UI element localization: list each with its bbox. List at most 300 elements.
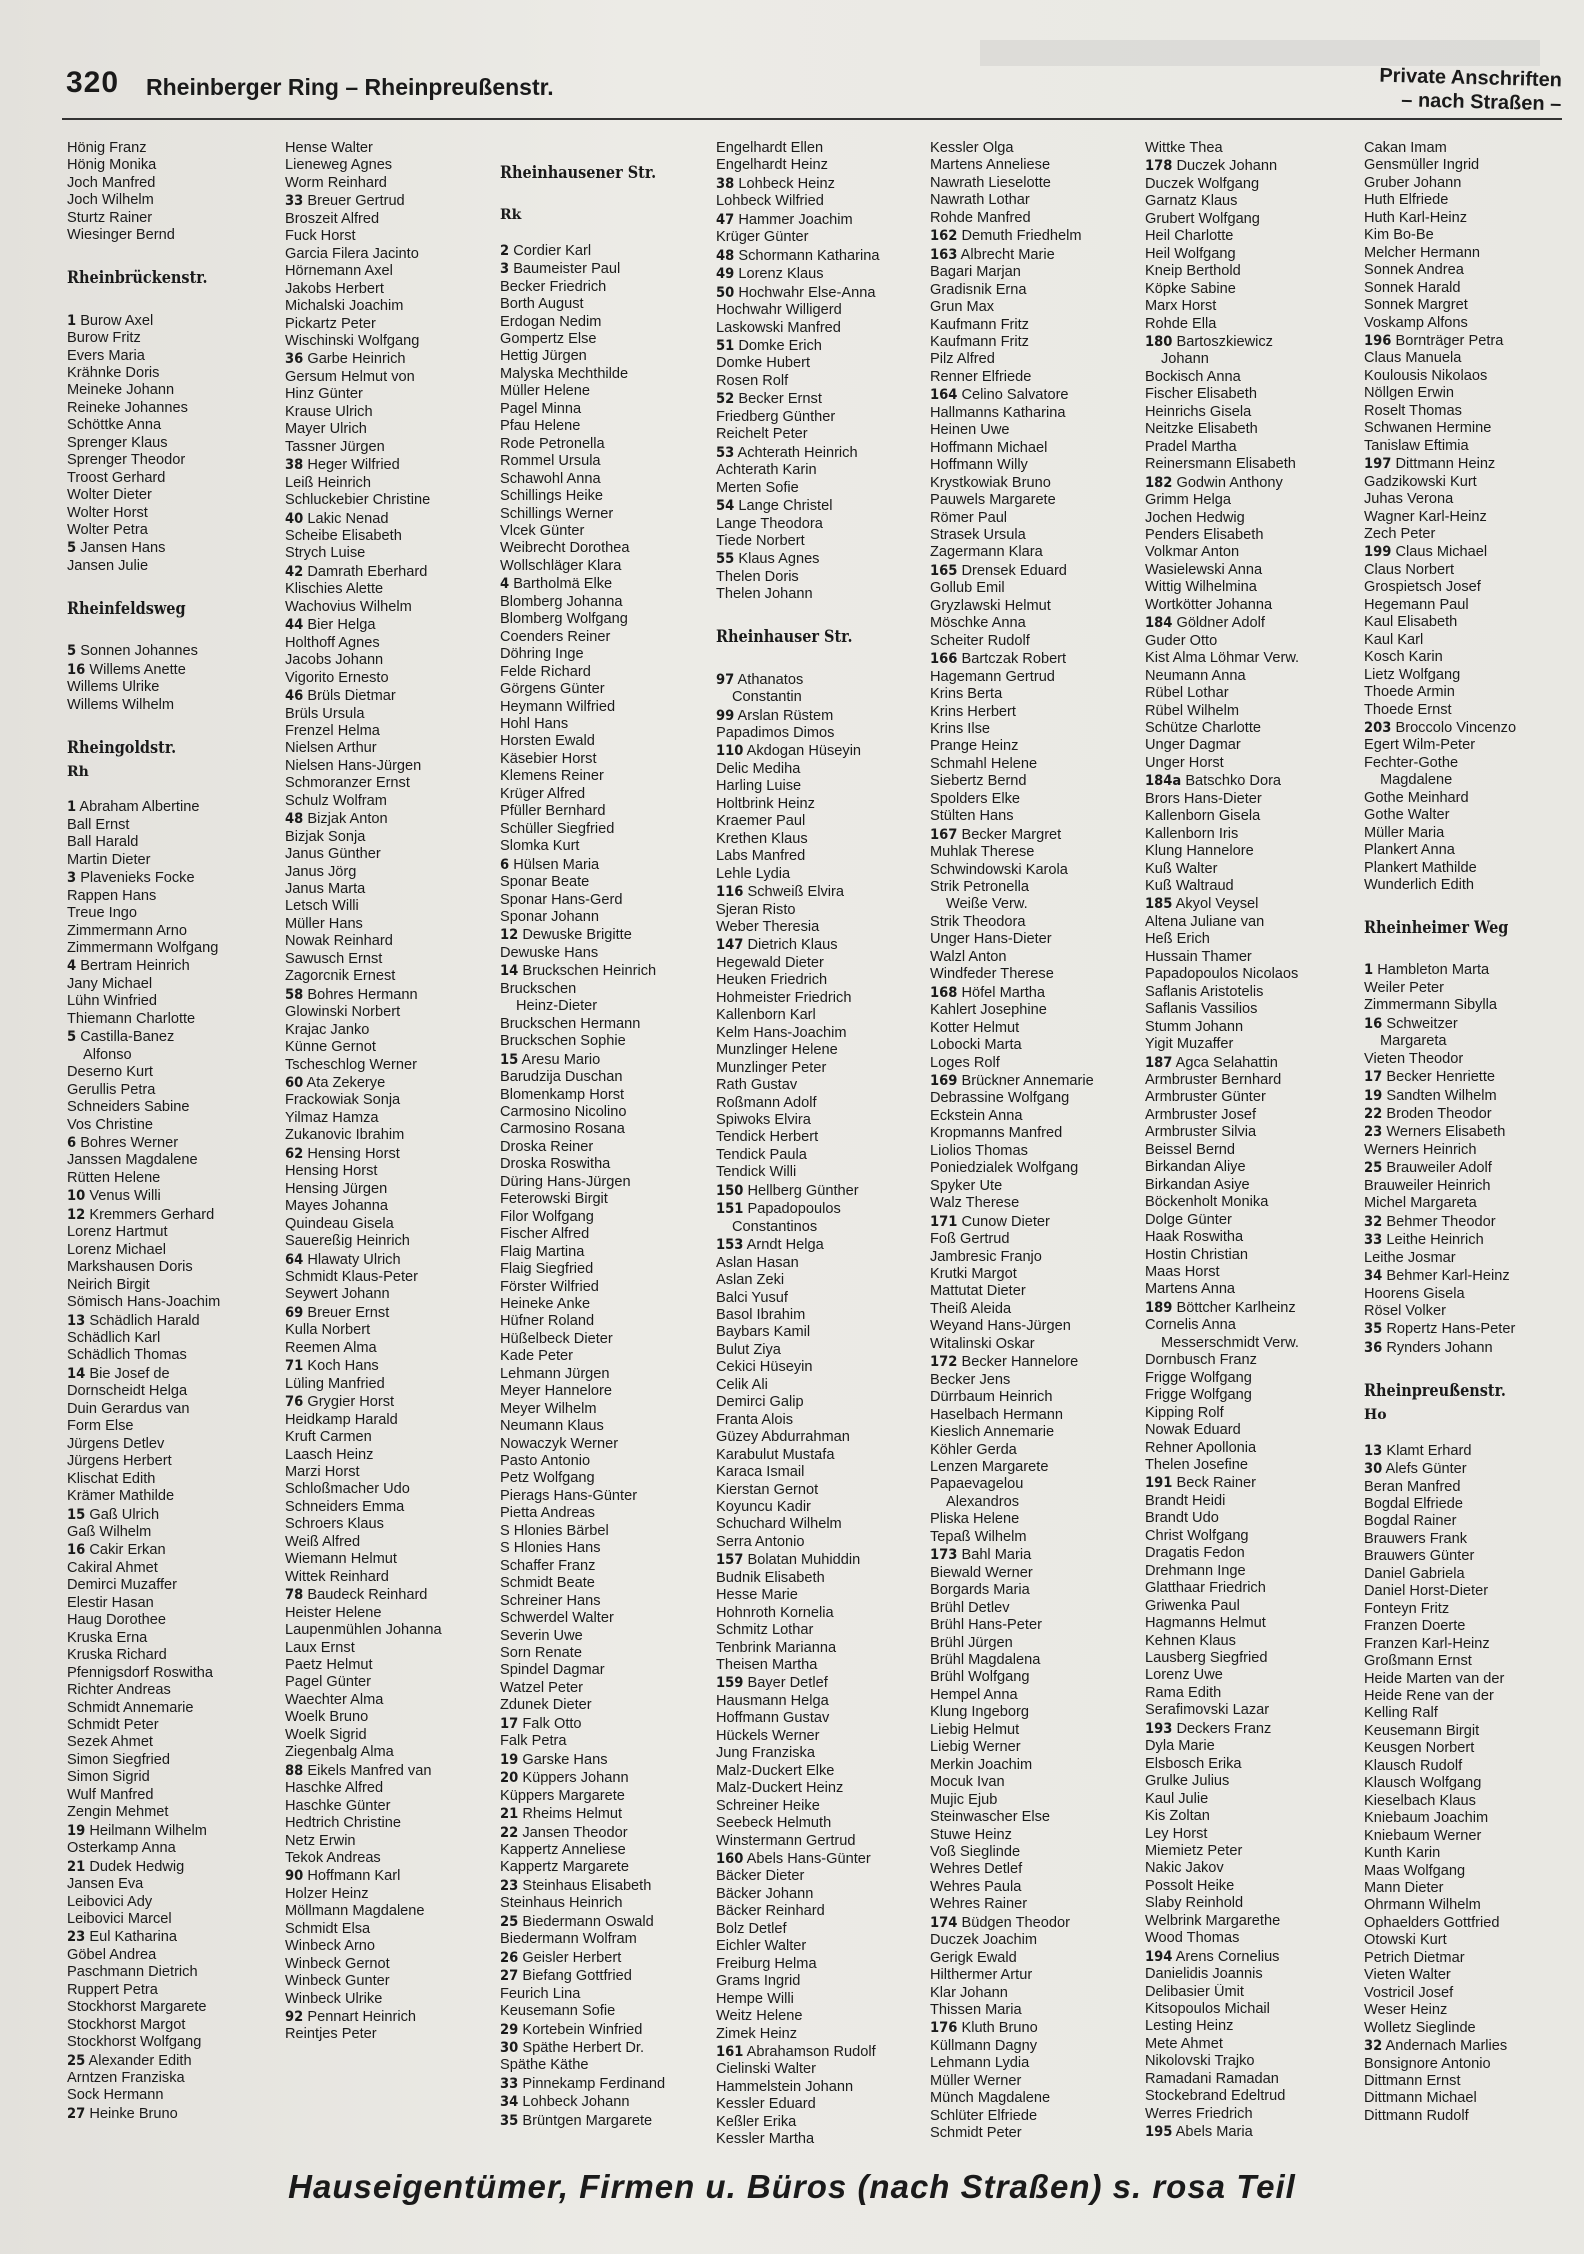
resident-name: Hülsen Maria	[513, 856, 600, 873]
resident-entry	[500, 856, 705, 874]
resident-entry	[1145, 737, 1350, 754]
resident-name: Rappen Hans	[67, 887, 157, 904]
resident-name: Zimmermann Arno	[67, 922, 188, 939]
resident-entry	[67, 157, 272, 174]
resident-name: Meyer Wilhelm	[500, 1400, 597, 1417]
resident-name: Bogdal Elfriede	[1364, 1496, 1463, 1513]
resident-name: Dürrbaum Heinrich	[930, 1389, 1053, 1406]
resident-name: Duczek Joachim	[930, 1932, 1038, 1949]
resident-name: Rommel Ursula	[500, 453, 601, 470]
resident-name: Jakobs Herbert	[285, 280, 384, 297]
resident-entry	[1364, 702, 1569, 719]
resident-entry	[500, 2021, 705, 2039]
resident-entry	[285, 1569, 490, 1586]
resident-name: Hussain Thamer	[1145, 948, 1252, 965]
house-number: 22	[1364, 1104, 1383, 1122]
resident-entry	[285, 421, 490, 438]
resident-entry	[716, 707, 921, 725]
resident-entry	[716, 848, 921, 865]
resident-entry	[1145, 544, 1350, 561]
resident-name: Baudeck Reinhard	[307, 1587, 428, 1604]
resident-entry	[1364, 1548, 1569, 1565]
resident-name: Becker Margret	[961, 826, 1062, 843]
resident-entry	[285, 1762, 490, 1780]
resident-entry	[67, 1630, 272, 1647]
resident-name: Ziegenbalg Alma	[285, 1744, 394, 1761]
house-number: 199	[1364, 543, 1392, 561]
resident-entry	[1364, 579, 1569, 596]
resident-name: Pliska Helene	[930, 1511, 1020, 1528]
resident-name: Wood Thomas	[1145, 1930, 1240, 1947]
resident-name: Armbruster Josef	[1145, 1106, 1257, 1123]
resident-entry	[930, 1407, 1135, 1424]
resident-entry	[1145, 157, 1350, 175]
resident-name: Balci Yusuf	[716, 1289, 788, 1306]
resident-name: Franzen Karl-Heinz	[1364, 1635, 1490, 1652]
resident-name: Birkandan Aliye	[1145, 1159, 1246, 1176]
resident-entry	[67, 1577, 272, 1594]
house-number: 10	[67, 1187, 86, 1205]
resident-name: Flaig Siegfried	[500, 1261, 594, 1278]
resident-name: Klischat Edith	[67, 1470, 156, 1487]
resident-name: Sprenger Theodor	[67, 452, 186, 469]
resident-name: Pinnekamp Ferdinand	[522, 2075, 666, 2092]
resident-name: Scheiter Rudolf	[930, 632, 1030, 649]
resident-entry	[716, 1938, 921, 1955]
spacer	[500, 189, 705, 206]
resident-name: Becker Friedrich	[500, 278, 607, 295]
resident-entry	[285, 1815, 490, 1832]
resident-name: Zukanovic Ibrahim	[285, 1127, 405, 1144]
resident-entry	[1364, 1671, 1569, 1688]
resident-entry	[930, 369, 1135, 386]
resident-entry	[716, 902, 921, 919]
resident-name: Kraemer Paul	[716, 813, 806, 830]
resident-name: Kunth Karin	[1364, 1845, 1441, 1862]
resident-entry	[500, 1313, 705, 1330]
resident-entry	[1364, 1915, 1569, 1932]
resident-entry	[716, 337, 921, 355]
resident-entry	[930, 544, 1135, 561]
resident-entry	[67, 1560, 272, 1577]
resident-name: Hempe Willi	[716, 1990, 794, 2007]
resident-entry	[930, 1635, 1135, 1652]
resident-name: Biefang Gottfried	[522, 1968, 632, 1985]
resident-entry	[716, 972, 921, 989]
resident-entry	[500, 874, 705, 891]
resident-entry	[500, 383, 705, 400]
resident-name: Birkandan Asiye	[1145, 1176, 1250, 1193]
resident-entry	[716, 796, 921, 813]
resident-name: Hoorens Gisela	[1364, 1285, 1465, 1302]
resident-name: Keusemann Birgit	[1364, 1722, 1480, 1739]
resident-entry	[1145, 1580, 1350, 1597]
resident-name: Schmidt Elsa	[285, 1920, 371, 1937]
resident-name: Keßler Erika	[716, 2113, 797, 2130]
house-number: 195	[1145, 2123, 1173, 2141]
resident-entry	[930, 1072, 1135, 1090]
resident-entry	[1145, 510, 1350, 527]
resident-name: Kallenborn Iris	[1145, 825, 1239, 842]
resident-entry	[67, 140, 272, 157]
resident-name: Stuwe Heinz	[930, 1826, 1012, 1843]
resident-name: Biedermann Oswald	[522, 1913, 654, 1930]
resident-name: Klausch Wolfgang	[1364, 1775, 1482, 1792]
resident-name: Leithe Josmar	[1364, 1249, 1456, 1266]
resident-entry	[500, 314, 705, 331]
resident-name: Penders Elisabeth	[1145, 526, 1264, 543]
resident-entry	[285, 1605, 490, 1622]
resident-entry	[1145, 614, 1350, 632]
resident-name: Stockebrand Edeltrud	[1145, 2088, 1286, 2105]
resident-entry	[716, 390, 921, 408]
resident-entry	[67, 400, 272, 417]
resident-entry	[930, 140, 1135, 157]
resident-name: Foß Gertrud	[930, 1231, 1010, 1248]
resident-name: Magdalene	[1380, 772, 1453, 789]
resident-entry	[285, 1886, 490, 1903]
resident-name: Gadzikowski Kurt	[1364, 473, 1477, 490]
resident-name: Armbruster Bernhard	[1145, 1072, 1282, 1089]
resident-entry	[1145, 1054, 1350, 1072]
resident-entry	[716, 320, 921, 337]
resident-name: Willems Anette	[89, 661, 186, 678]
resident-entry	[67, 1224, 272, 1241]
resident-entry	[1145, 1474, 1350, 1492]
resident-entry	[285, 263, 490, 280]
resident-name: Tenbrink Marianna	[716, 1639, 837, 1656]
house-number: 51	[716, 336, 735, 354]
entry-continuation	[930, 1494, 1135, 1511]
resident-name: Kessler Olga	[930, 140, 1014, 156]
resident-entry	[930, 1301, 1135, 1318]
resident-name: Bolatan Muhiddin	[747, 1552, 861, 1569]
resident-entry	[1145, 211, 1350, 228]
house-number: 3	[500, 260, 510, 278]
resident-name: Lorenz Michael	[67, 1241, 166, 1258]
resident-name: Schneiders Emma	[285, 1498, 405, 1515]
resident-entry	[67, 1277, 272, 1294]
resident-name: Kremmers Gerhard	[89, 1206, 215, 1223]
resident-name: Weyand Hans-Jürgen	[930, 1318, 1071, 1335]
resident-name: Hohl Hans	[500, 716, 569, 732]
spacer	[1364, 1357, 1569, 1374]
resident-entry	[1364, 1442, 1569, 1460]
resident-entry	[716, 1693, 921, 1710]
resident-entry	[1145, 1177, 1350, 1194]
resident-entry	[930, 351, 1135, 368]
house-number: 25	[67, 2051, 86, 2069]
resident-entry	[500, 786, 705, 803]
resident-entry	[930, 1283, 1135, 1300]
resident-name: Maas Horst	[1145, 1264, 1220, 1280]
resident-name: Küllmann Dagny	[930, 2037, 1038, 2054]
house-number: 44	[285, 616, 304, 634]
resident-entry	[500, 1913, 705, 1931]
resident-name: Ramadani Ramadan	[1145, 2070, 1279, 2087]
house-number: 13	[67, 1311, 86, 1329]
resident-entry	[716, 2079, 921, 2096]
resident-entry	[1145, 1212, 1350, 1229]
resident-entry	[500, 1769, 705, 1787]
resident-name: Pfau Helene	[500, 418, 581, 435]
footer-note: Hauseigentümer, Firmen u. Büros (nach Straßen) s. rosa Teil	[288, 2168, 1296, 2205]
resident-name: Pfennigsdorf Roswitha	[67, 1664, 214, 1681]
resident-entry	[500, 366, 705, 383]
resident-name: Dragatis Fedon	[1145, 1545, 1245, 1562]
resident-name: Celino Salvatore	[961, 387, 1069, 404]
resident-name: Becker Hannelore	[961, 1354, 1079, 1371]
resident-entry	[716, 1182, 921, 1200]
resident-name: Behmer Karl-Heinz	[1386, 1268, 1510, 1285]
resident-name: Lüling Manfried	[285, 1375, 385, 1392]
resident-entry	[67, 330, 272, 347]
resident-name: Broccolo Vincenzo	[1395, 719, 1517, 736]
resident-name: Willems Wilhelm	[67, 696, 175, 713]
resident-name: Deckers Franz	[1176, 1720, 1272, 1737]
resident-entry	[930, 738, 1135, 755]
resident-entry	[1364, 350, 1569, 367]
resident-name: Kessler Martha	[716, 2131, 815, 2148]
resident-name: Schwerdel Walter	[500, 1610, 614, 1627]
resident-entry	[716, 1657, 921, 1674]
resident-entry	[67, 1011, 272, 1028]
resident-name: Zdunek Dieter	[500, 1697, 592, 1714]
resident-entry	[930, 1249, 1135, 1266]
resident-name: Kist Alma Löhmar Verw.	[1145, 650, 1300, 667]
resident-name: Falk Petra	[500, 1733, 567, 1750]
resident-name: Abels Hans-Günter	[746, 1851, 871, 1868]
resident-name: Franzen Doerte	[1364, 1618, 1466, 1635]
resident-entry	[500, 1244, 705, 1261]
house-number: 36	[285, 350, 304, 368]
resident-entry	[930, 984, 1135, 1002]
resident-entry	[1145, 843, 1350, 860]
resident-entry	[930, 2055, 1135, 2072]
resident-name: Sawusch Ernst	[285, 950, 383, 967]
resident-name: Jany Michael	[67, 975, 153, 992]
house-number: 161	[716, 2043, 744, 2060]
resident-name: Fischer Elisabeth	[1145, 386, 1257, 403]
resident-entry	[930, 1195, 1135, 1212]
resident-name: Krähnke Doris	[67, 364, 160, 381]
resident-entry	[1364, 842, 1569, 859]
resident-name: Kallenborn Gisela	[1145, 808, 1261, 825]
resident-entry	[285, 1145, 490, 1163]
resident-entry	[285, 1481, 490, 1498]
resident-entry	[500, 1949, 705, 1967]
resident-name: Kehnen Klaus	[1145, 1632, 1236, 1649]
resident-name: Wehres Detlef	[930, 1861, 1023, 1878]
resident-name: Bier Helga	[307, 617, 376, 634]
resident-entry	[1364, 1793, 1569, 1810]
resident-name: Bohres Werner	[80, 1135, 179, 1152]
house-number: 17	[1364, 1068, 1383, 1086]
resident-name: Tendick Willi	[716, 1164, 797, 1181]
resident-name: Brauwers Frank	[1364, 1530, 1467, 1547]
spacer	[67, 714, 272, 731]
resident-entry	[1364, 1618, 1569, 1635]
house-number: 182	[1145, 473, 1173, 491]
resident-entry	[67, 1383, 272, 1400]
resident-name: Loges Rolf	[930, 1054, 1000, 1071]
resident-name: Lange Christel	[738, 498, 833, 515]
resident-entry	[716, 193, 921, 210]
resident-name: Spiwoks Elvira	[716, 1111, 811, 1128]
house-number: 38	[716, 174, 735, 192]
resident-entry	[1145, 1001, 1350, 1018]
resident-entry	[285, 1022, 490, 1039]
resident-name: Labs Manfred	[716, 848, 806, 865]
resident-name: Düring Hans-Jürgen	[500, 1173, 631, 1190]
house-number: 162	[930, 227, 958, 245]
resident-name: Hensing Horst	[285, 1163, 378, 1180]
resident-entry	[930, 457, 1135, 474]
resident-entry	[1364, 1863, 1569, 1880]
resident-entry	[1145, 1598, 1350, 1615]
resident-name: Hohnroth Kornelia	[716, 1604, 834, 1621]
resident-entry	[930, 440, 1135, 457]
resident-entry	[1364, 297, 1569, 314]
resident-entry	[1145, 1352, 1350, 1369]
house-number: 159	[716, 1674, 744, 1692]
resident-name: Schmahl Helene	[930, 755, 1038, 772]
house-number: 78	[285, 1586, 304, 1604]
house-number: 49	[716, 265, 735, 283]
resident-name: Weiße Verw.	[946, 896, 1028, 913]
resident-entry	[1364, 491, 1569, 508]
resident-entry	[500, 1226, 705, 1243]
resident-entry	[716, 1674, 921, 1692]
resident-entry	[1364, 614, 1569, 631]
resident-entry	[930, 1985, 1135, 2002]
resident-name: Sponar Hans-Gerd	[500, 891, 623, 908]
resident-entry	[1364, 368, 1569, 385]
resident-entry	[1364, 1213, 1569, 1231]
resident-name: Weser Heinz	[1364, 2002, 1448, 2019]
resident-entry	[500, 681, 705, 698]
resident-entry	[285, 192, 490, 210]
resident-name: Kuß Waltraud	[1145, 878, 1234, 895]
resident-entry	[716, 2114, 921, 2131]
resident-entry	[716, 211, 921, 229]
resident-entry	[285, 723, 490, 740]
house-number: 116	[716, 883, 744, 901]
resident-entry	[1145, 246, 1350, 263]
resident-name: Brühl Detlev	[930, 1599, 1010, 1616]
resident-entry	[1145, 1405, 1350, 1422]
street-heading: Rheingoldstr.	[67, 737, 177, 758]
resident-entry	[1145, 931, 1350, 948]
resident-entry	[1145, 316, 1350, 333]
resident-entry	[500, 1174, 705, 1191]
house-number: 185	[1145, 895, 1173, 913]
resident-name: Rheims Helmut	[522, 1806, 623, 1823]
resident-entry	[67, 1082, 272, 1099]
resident-name: Grubert Wolfgang	[1145, 210, 1260, 227]
resident-entry	[67, 852, 272, 869]
resident-name: Hensing Jürgen	[285, 1180, 388, 1197]
resident-entry	[1145, 1142, 1350, 1159]
resident-name: Winbeck Ulrike	[285, 1990, 383, 2007]
resident-entry	[930, 1231, 1135, 1248]
resident-name: Garnatz Klaus	[1145, 193, 1238, 210]
resident-entry	[930, 791, 1135, 808]
house-number: 55	[716, 550, 735, 568]
house-number: 76	[285, 1393, 304, 1411]
resident-name: Friedberg Günther	[716, 408, 836, 425]
spacer	[1364, 944, 1569, 961]
resident-name: Baumeister Paul	[513, 261, 621, 278]
resident-name: Wiemann Helmut	[285, 1551, 397, 1568]
resident-name: Michalski Joachim	[285, 298, 404, 315]
resident-name: Marzi Horst	[285, 1463, 360, 1480]
resident-name: Winstermann Gertrud	[716, 1832, 856, 1849]
resident-name: Unger Dagmar	[1145, 737, 1241, 754]
resident-name: Otowski Kurt	[1364, 1932, 1447, 1949]
resident-entry	[67, 1647, 272, 1664]
resident-name: Munzlinger Peter	[716, 1059, 827, 1076]
resident-name: Haselbach Hermann	[930, 1406, 1064, 1423]
resident-name: Blomberg Johanna	[500, 593, 623, 610]
resident-entry	[285, 1709, 490, 1726]
resident-name: Eul Katharina	[89, 1929, 177, 1946]
resident-entry	[285, 1357, 490, 1375]
house-number: 34	[1364, 1267, 1383, 1285]
resident-entry	[500, 1121, 705, 1138]
resident-entry	[500, 1523, 705, 1540]
house-number: 38	[285, 456, 304, 474]
resident-name: Hoffmann Michael	[930, 439, 1048, 456]
resident-entry	[930, 1600, 1135, 1617]
resident-name: Dewuske Hans	[500, 944, 599, 961]
house-number: 16	[1364, 1014, 1383, 1032]
resident-entry	[67, 1876, 272, 1893]
resident-entry	[285, 1074, 490, 1092]
resident-name: Bruckschen	[500, 980, 577, 997]
resident-name: Hallmanns Katharina	[930, 404, 1066, 421]
resident-entry	[716, 1516, 921, 1533]
resident-name: Hausmann Helga	[716, 1692, 829, 1709]
resident-entry	[930, 1372, 1135, 1389]
resident-entry	[1364, 157, 1569, 174]
resident-name: Lehmann Lydia	[930, 2055, 1030, 2072]
resident-name: Melcher Hermann	[1364, 244, 1480, 261]
resident-name: Görgens Günter	[500, 681, 605, 698]
resident-name: Werres Friedrich	[1145, 2105, 1253, 2122]
resident-entry	[930, 405, 1135, 422]
resident-name: Thelen Johann	[716, 586, 813, 603]
resident-entry	[285, 1956, 490, 1973]
house-number: 62	[285, 1144, 304, 1162]
resident-entry	[285, 898, 490, 915]
resident-entry	[285, 1429, 490, 1446]
resident-entry	[1145, 1738, 1350, 1755]
resident-name: Laupenmühlen Johanna	[285, 1622, 442, 1639]
resident-name: Jambresic Franjo	[930, 1248, 1042, 1265]
resident-entry	[716, 990, 921, 1007]
resident-entry	[500, 1033, 705, 1050]
resident-name: Bäcker Dieter	[716, 1868, 805, 1885]
resident-entry	[1145, 176, 1350, 193]
resident-entry	[1364, 1051, 1569, 1068]
house-number: 12	[67, 1205, 86, 1223]
resident-name: Gompertz Else	[500, 331, 597, 348]
resident-entry	[1145, 1440, 1350, 1457]
resident-name: Schweiß Elvira	[747, 884, 844, 901]
resident-entry	[285, 986, 490, 1004]
resident-entry	[1145, 878, 1350, 895]
